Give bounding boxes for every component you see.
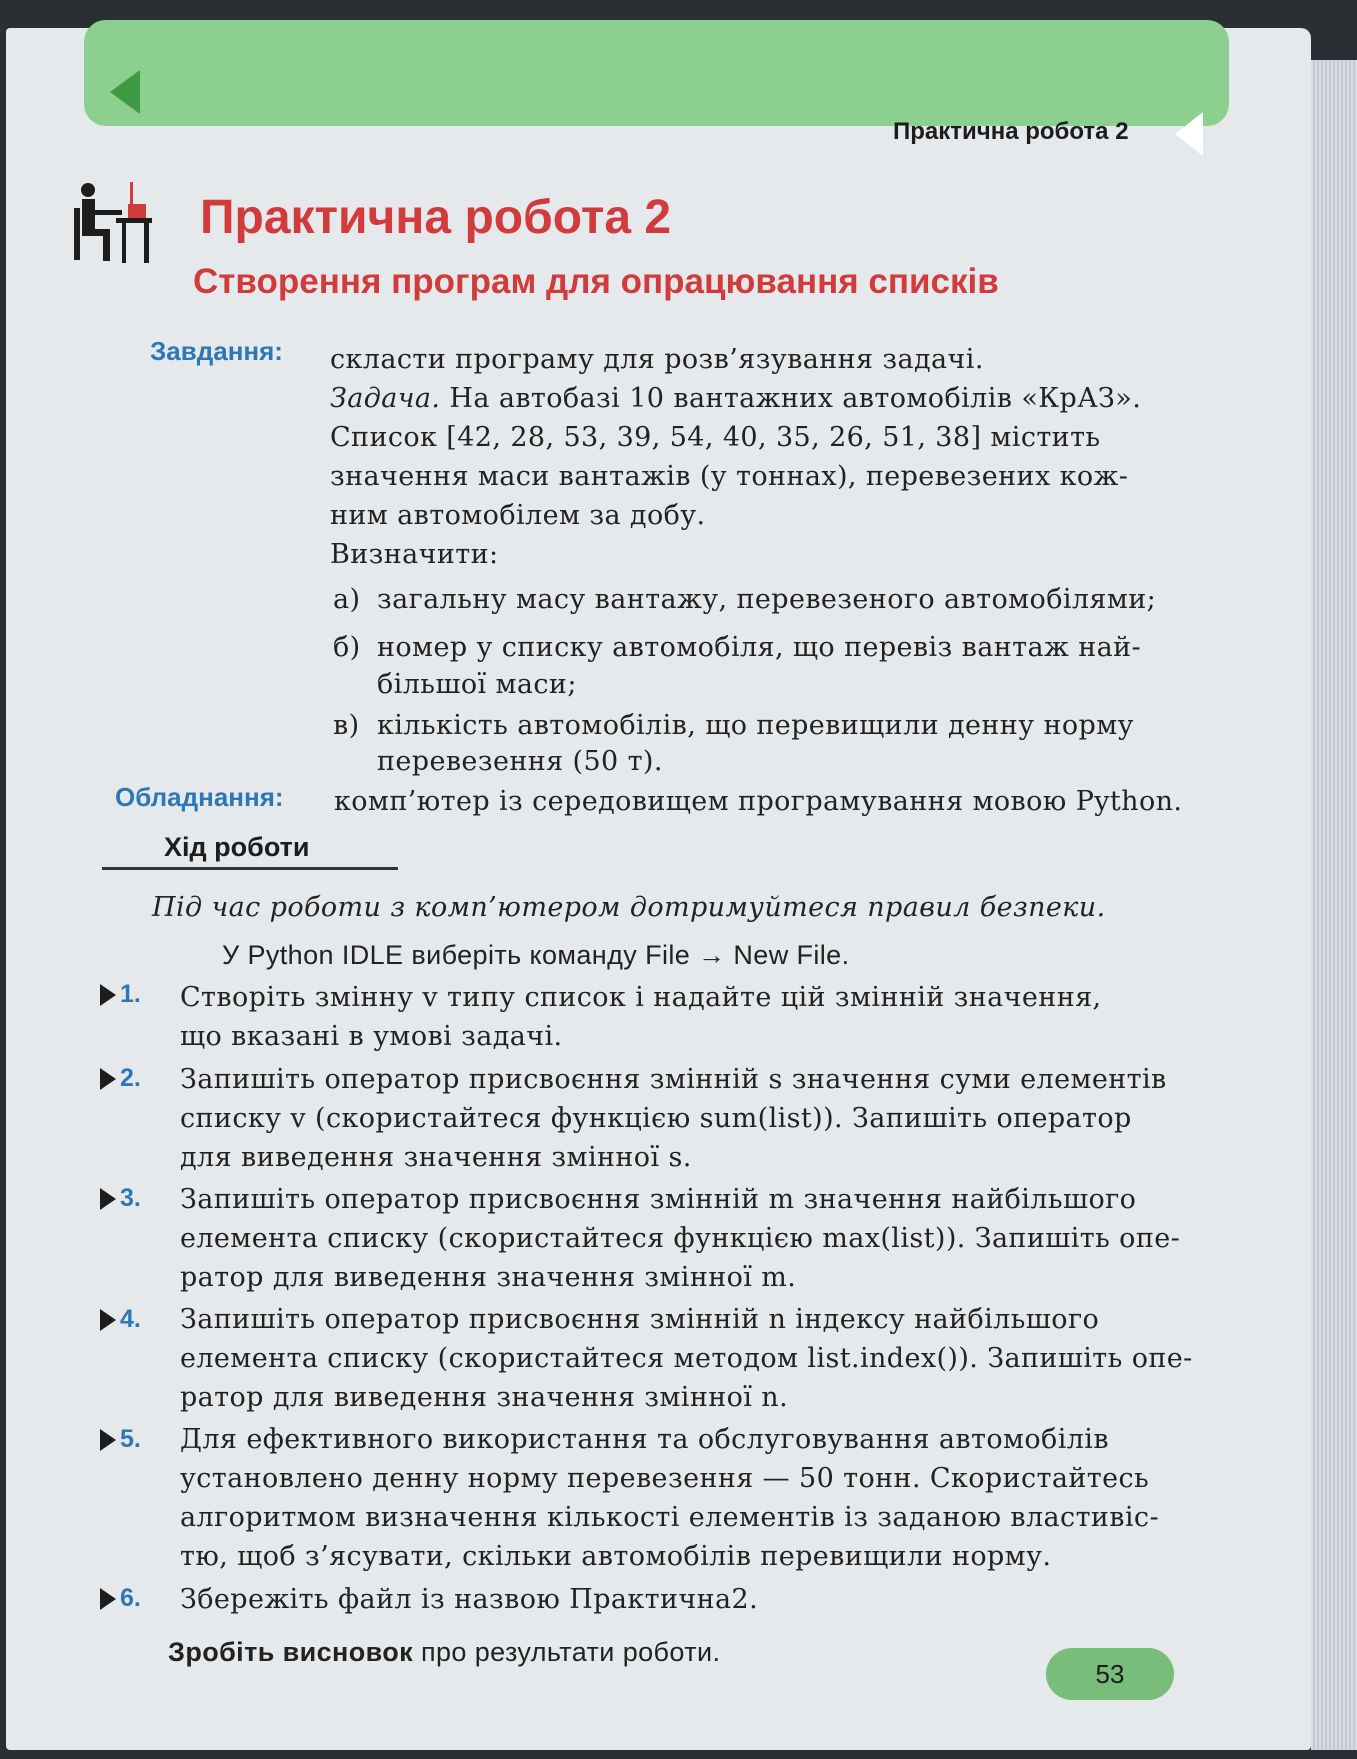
triangle-marker-icon [100,984,116,1006]
section-divider [102,867,398,870]
step-line: елемента списку (скористайтеся функцією max(list)). Запишіть опе- [180,1223,1181,1254]
step-number: 1. [100,980,141,1009]
triangle-marker-icon [100,1068,116,1090]
triangle-marker-icon [100,1309,116,1331]
page-title: Практична робота 2 [200,191,672,244]
step-line: Запишіть оператор присвоєння змінній n індексу найбільшого [180,1304,1100,1335]
section-heading: Хід роботи [164,832,310,862]
task-label: Завдання: [150,336,283,366]
equipment-label: Обладнання: [115,782,284,812]
step-line: ратор для виведення значення змінної m. [180,1262,797,1293]
list-marker: б) [333,632,361,663]
task-line: ним автомобілем за добу. [330,500,706,531]
step-line: Запишіть оператор присвоєння змінній m значення найбільшого [180,1184,1137,1215]
list-item: більшої маси; [377,669,577,700]
header-band [84,20,1229,126]
task-line [330,379,1141,418]
list-item: загальну масу вантажу, перевезеного автомобілями; [377,584,1157,615]
student-at-desk-icon [72,178,152,270]
conclusion-text: про результати роботи. [413,1637,721,1667]
step-line: що вказані в умові задачі. [180,1021,563,1052]
page-number: 53 [1046,1648,1174,1700]
step-number: 2. [100,1064,141,1093]
equipment-text: комп’ютер із середовищем програмування мовою Python. [334,786,1183,817]
step-number: 4. [100,1305,141,1334]
page-edge [1311,60,1357,1750]
step-line: алгоритмом визначення кількості елементів із заданою властивіс- [180,1502,1159,1533]
page-subtitle: Створення програм для опрацювання списків [193,262,999,301]
list-marker: в) [333,710,360,741]
step-number: 3. [100,1184,141,1213]
arrow-right-icon [1175,112,1203,156]
triangle-marker-icon [100,1588,116,1610]
step-number: 6. [100,1584,141,1613]
step-line: ратор для виведення значення змінної n. [180,1382,789,1413]
task-line: скласти програму для розв’язування задачі. [330,344,984,375]
step-line: Збережіть файл із назвою Практична2. [180,1584,759,1615]
safety-note: Під час роботи з комп’ютером дотримуйтеся правил безпеки. [152,892,1106,923]
list-item: кількість автомобілів, що перевищили денну норму [377,710,1134,741]
list-item: номер у списку автомобіля, що перевіз вантаж най- [377,632,1142,663]
step-line: тю, щоб з’ясувати, скільки автомобілів перевищили норму. [180,1541,1052,1572]
step-number: 5. [100,1425,141,1454]
step-line: Для ефективного використання та обслуговування автомобілів [180,1424,1109,1455]
triangle-marker-icon [100,1188,116,1210]
arrow-left-icon [110,70,140,114]
task-line: Список [42, 28, 53, 39, 54, 40, 35, 26, 51, 38] містить [330,422,1101,453]
step-line: Запишіть оператор присвоєння змінній s значення суми елементів [180,1064,1167,1095]
step-line: установлено денну норму перевезення — 50 тонн. Скористайтесь [180,1463,1150,1494]
problem-word: Задача. [330,383,441,414]
task-line-text: На автобазі 10 вантажних автомобілів «КрАЗ». [449,383,1142,414]
list-item: перевезення (50 т). [377,746,663,777]
conclusion-bold: Зробіть висновок [168,1637,414,1667]
step-line: елемента списку (скористайтеся методом list.index()). Запишіть опе- [180,1343,1193,1374]
running-title: Практична робота 2 [893,118,1129,145]
triangle-marker-icon [100,1429,116,1451]
conclusion [168,1633,720,1672]
step-line: списку v (скористайтеся функцією sum(list)). Запишіть оператор [180,1103,1132,1134]
step-line: для виведення значення змінної s. [180,1142,692,1173]
intro-line: У Python IDLE виберіть команду File → New File. [222,940,850,970]
list-marker: а) [333,584,361,615]
task-line: значення маси вантажів (у тоннах), перевезених кож- [330,461,1129,492]
step-line: Створіть змінну v типу список і надайте цій змінній значення, [180,982,1102,1013]
task-line: Визначити: [330,539,499,570]
